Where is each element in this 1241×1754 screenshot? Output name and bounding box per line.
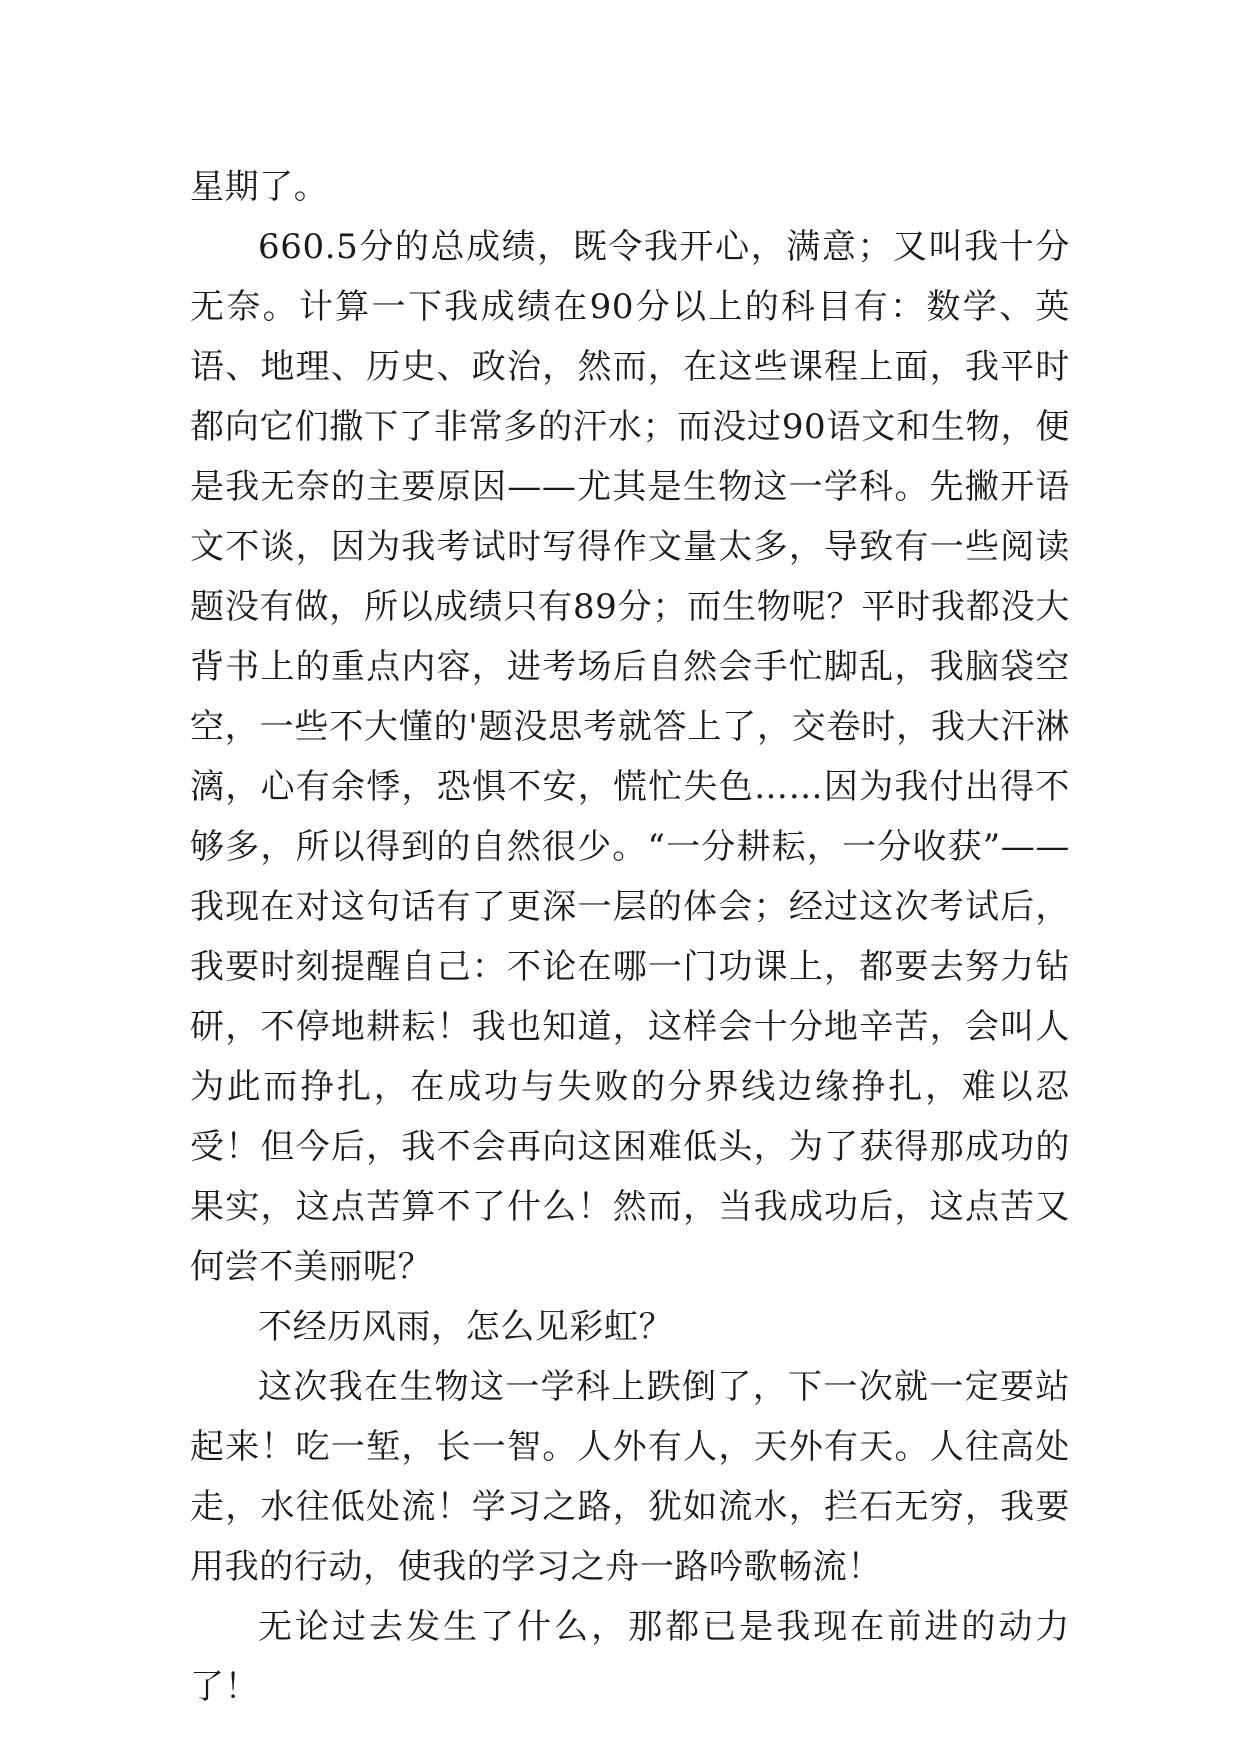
document-body (190, 157, 1070, 1717)
paragraph-5: 无论过去发生了什么，那都已是我现在前进的动力了！ (190, 1607, 1070, 1707)
paragraph-3: 不经历风雨，怎么见彩虹？ (258, 1307, 674, 1347)
paragraph-2: 660.5分的总成绩，既令我开心，满意；又叫我十分无奈。计算一下我成绩在90分以上的科目有：数学、英语、地理、历史、政治，然而，在这些课程上面，我平时都向它们撒下了非常多的汗水；而没过90语文和生物，便是我无奈的主要原因——尤其是生物这一学科。先撇开语文不谈，因为我考试时写得作文量太多，导致有一些阅读题没有做，所以成绩只有89分；而生物呢？平时我都没大背书上的重点内容，进考场后自然会手忙脚乱，我脑袋空空，一些不大懂的'题没思考就答上了，交卷时，我大汗淋漓，心有余悸，恐惧不安，慌忙失色……因为我付出得不够多，所以得到的自然很少。“一分耕耘，一分收获”——我现在对这句话有了更深一层的体会；经过这次考试后，我要时刻提醒自己：不论在哪一门功课上，都要去努力钻研，不停地耕耘！我也知道，这样会十分地辛苦，会叫人为此而挣扎，在成功与失败的分界线边缘挣扎，难以忍受！但今后，我不会再向这困难低头，为了获得那成功的果实，这点苦算不了什么！然而，当我成功后，这点苦又何尝不美丽呢？ (190, 227, 1070, 1287)
paragraph-1: 星期了。 (190, 167, 329, 207)
paragraph-4: 这次我在生物这一学科上跌倒了，下一次就一定要站起来！吃一堑，长一智。人外有人，天外有天。人往高处走，水往低处流！学习之路，犹如流水，拦石无穷，我要用我的行动，使我的学习之舟一路吟歌畅流！ (190, 1367, 1070, 1587)
